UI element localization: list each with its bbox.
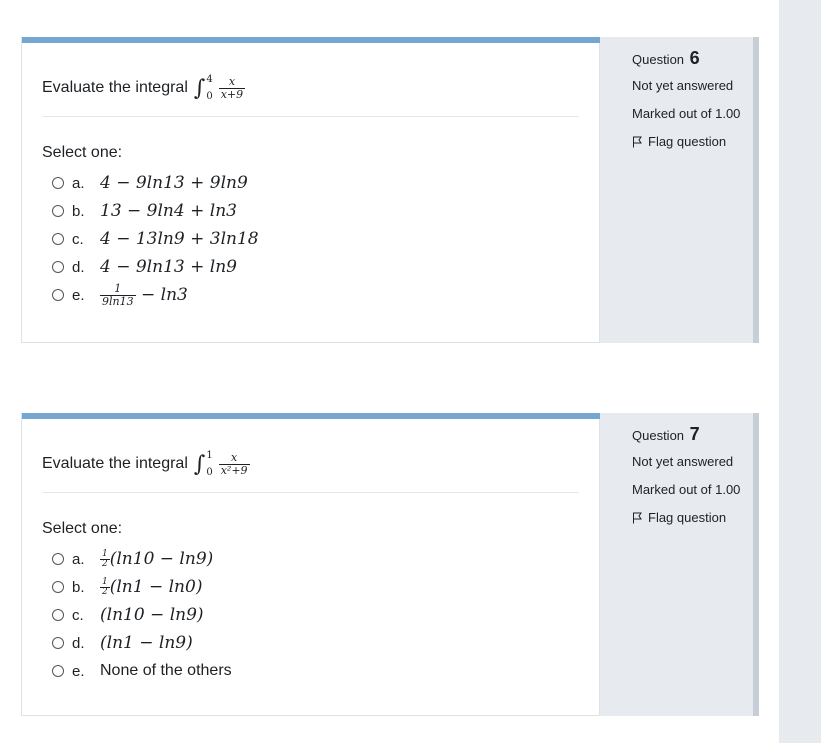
question-info-panel bbox=[600, 37, 759, 343]
question-content bbox=[21, 37, 600, 343]
prompt-separator bbox=[42, 492, 579, 493]
question-marks: Marked out of 1.00 bbox=[632, 106, 741, 121]
question-prompt bbox=[42, 449, 250, 479]
option-letter: d. bbox=[72, 258, 85, 276]
question-number bbox=[632, 46, 753, 70]
option-d[interactable] bbox=[52, 253, 259, 281]
question-number-value: 7 bbox=[689, 424, 700, 444]
half-fraction bbox=[100, 550, 110, 569]
select-one-label: Select one: bbox=[42, 520, 123, 537]
integrand-numerator: x bbox=[231, 450, 238, 464]
fraction-denominator: 9ln13 bbox=[102, 294, 134, 308]
radio-button[interactable] bbox=[52, 261, 64, 273]
option-letter: a. bbox=[72, 550, 85, 568]
option-letter: d. bbox=[72, 634, 85, 652]
flag-icon bbox=[632, 512, 643, 524]
integrand-denominator: x²+9 bbox=[220, 463, 248, 477]
flag-question-label: Flag question bbox=[648, 134, 727, 149]
question-number-value: 6 bbox=[689, 48, 700, 68]
prompt-text: Evaluate the integral bbox=[42, 79, 188, 96]
option-text: 4 − 13ln9 + 3ln18 bbox=[100, 229, 259, 249]
question-accent-bar bbox=[22, 413, 601, 419]
integral-sign: ∫ bbox=[193, 76, 206, 101]
integrand-fraction bbox=[219, 452, 250, 477]
question-label: Question bbox=[632, 52, 685, 67]
option-c[interactable] bbox=[52, 601, 232, 629]
radio-button[interactable] bbox=[52, 233, 64, 245]
option-text: (ln10 − ln9) bbox=[100, 605, 204, 625]
radio-button[interactable] bbox=[52, 665, 64, 677]
upper-limit: 4 bbox=[206, 74, 213, 85]
integral-expression bbox=[194, 450, 250, 478]
question-label: Question bbox=[632, 428, 685, 443]
option-a[interactable] bbox=[52, 545, 232, 573]
option-letter: b. bbox=[72, 578, 85, 596]
option-c[interactable] bbox=[52, 225, 259, 253]
integrand-fraction bbox=[219, 76, 245, 101]
question-7 bbox=[21, 413, 759, 716]
option-text: (ln1 − ln9) bbox=[100, 633, 193, 653]
fraction-numerator: 1 bbox=[114, 281, 122, 295]
flag-question[interactable] bbox=[632, 130, 726, 154]
half-fraction bbox=[100, 578, 110, 597]
integrand-denominator: x+9 bbox=[220, 87, 244, 101]
option-text: (ln1 − ln0) bbox=[109, 577, 203, 597]
question-6 bbox=[21, 37, 759, 343]
option-text: 4 − 9ln13 + ln9 bbox=[100, 257, 237, 277]
radio-button[interactable] bbox=[52, 177, 64, 189]
radio-button[interactable] bbox=[52, 205, 64, 217]
question-number bbox=[632, 422, 753, 446]
option-text: (ln10 − ln9) bbox=[109, 549, 214, 569]
question-info-panel bbox=[600, 413, 759, 716]
question-status: Not yet answered bbox=[632, 454, 734, 469]
flag-icon bbox=[632, 136, 643, 148]
integral-sign: ∫ bbox=[193, 452, 206, 477]
flag-question-link[interactable] bbox=[632, 130, 753, 154]
question-marks: Marked out of 1.00 bbox=[632, 482, 741, 497]
radio-button[interactable] bbox=[52, 637, 64, 649]
prompt-separator bbox=[42, 116, 579, 117]
integral-expression bbox=[194, 74, 245, 102]
option-fraction bbox=[100, 283, 136, 308]
prompt-text: Evaluate the integral bbox=[42, 455, 188, 472]
flag-question-link[interactable] bbox=[632, 506, 753, 530]
flag-question-label: Flag question bbox=[648, 510, 727, 525]
flag-question[interactable] bbox=[632, 506, 726, 530]
fraction-numerator: 1 bbox=[102, 576, 108, 587]
option-letter: b. bbox=[72, 202, 85, 220]
integral-limits bbox=[206, 74, 212, 102]
question-content bbox=[21, 413, 600, 716]
option-e[interactable] bbox=[52, 281, 259, 309]
fraction-denominator: 2 bbox=[102, 558, 108, 569]
question-status: Not yet answered bbox=[632, 78, 734, 93]
radio-button[interactable] bbox=[52, 609, 64, 621]
option-text: − ln3 bbox=[135, 285, 188, 305]
option-text: 4 − 9ln13 + 9ln9 bbox=[100, 173, 248, 193]
radio-button[interactable] bbox=[52, 289, 64, 301]
option-text: 13 − 9ln4 + ln3 bbox=[100, 201, 237, 221]
option-letter: e. bbox=[72, 286, 85, 304]
option-d[interactable] bbox=[52, 629, 232, 657]
question-accent-bar bbox=[22, 37, 601, 43]
right-drawer-strip bbox=[779, 0, 821, 743]
option-letter: c. bbox=[72, 606, 84, 624]
question-prompt bbox=[42, 73, 245, 103]
answer-options bbox=[52, 545, 232, 685]
fraction-denominator: 2 bbox=[102, 586, 108, 597]
fraction-numerator: 1 bbox=[102, 548, 108, 559]
lower-limit: 0 bbox=[206, 467, 213, 478]
option-b[interactable] bbox=[52, 573, 232, 601]
answer-options bbox=[52, 169, 259, 309]
integral-limits bbox=[206, 450, 212, 478]
option-e[interactable] bbox=[52, 657, 232, 685]
radio-button[interactable] bbox=[52, 581, 64, 593]
integrand-numerator: x bbox=[228, 74, 236, 88]
select-one-label: Select one: bbox=[42, 144, 123, 161]
option-letter: e. bbox=[72, 662, 85, 680]
option-letter: c. bbox=[72, 230, 84, 248]
upper-limit: 1 bbox=[206, 450, 213, 461]
option-b[interactable] bbox=[52, 197, 259, 225]
option-a[interactable] bbox=[52, 169, 259, 197]
option-text: None of the others bbox=[100, 662, 232, 679]
lower-limit: 0 bbox=[206, 91, 213, 102]
option-letter: a. bbox=[72, 174, 85, 192]
radio-button[interactable] bbox=[52, 553, 64, 565]
